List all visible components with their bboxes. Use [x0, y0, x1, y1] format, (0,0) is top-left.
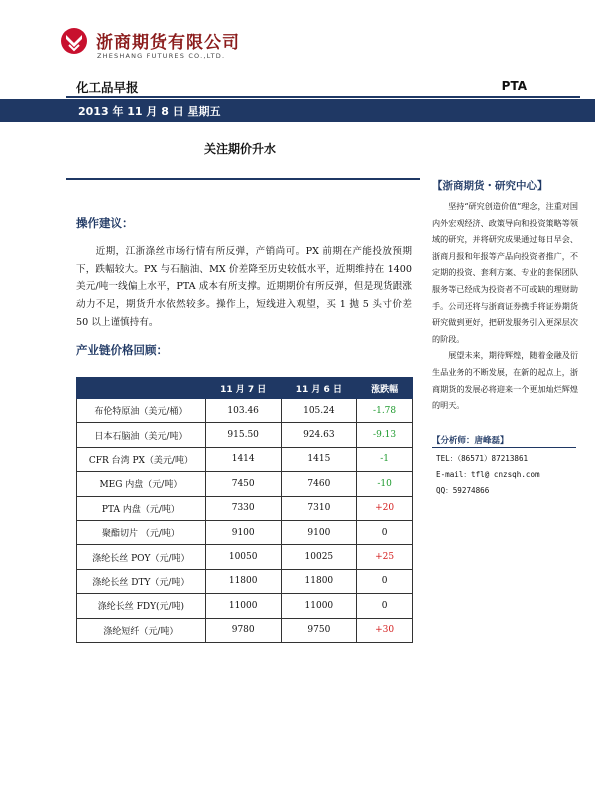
row-nov7-cell: 1414: [205, 447, 281, 471]
table-header-cell: [77, 378, 206, 399]
row-nov7-cell: 9100: [205, 520, 281, 544]
table-row: [77, 520, 413, 544]
row-change-cell: +25: [357, 545, 413, 569]
table-row: [77, 618, 413, 642]
row-name-cell: 涤纶长丝 DTY（元/吨）: [77, 569, 206, 593]
row-change-cell: -1.78: [357, 399, 413, 423]
row-change-cell: -10: [357, 472, 413, 496]
row-nov7-cell: 11000: [205, 594, 281, 618]
row-change-cell: 0: [357, 594, 413, 618]
report-type: 化工品早报: [76, 80, 139, 95]
sidebar-paragraph: 坚持“研究创造价值”理念，注重对国内外宏观经济、政策导向和投资策略等领域的研究，并将研究成果通过每日早会、浙商月报和年报等产品向投资者推广，不定期的投资、套利方案、专业的套保团队服务等已经成为投资者不可或缺的理财助手。公司还将与浙商证券携手将证券期货研究做到更好，把研发服务引入更深层次的阶段。: [432, 201, 578, 344]
row-nov6-cell: 105.24: [281, 399, 357, 423]
row-change-cell: -9.13: [357, 423, 413, 447]
row-nov6-cell: 11800: [281, 569, 357, 593]
row-nov7-cell: 7450: [205, 472, 281, 496]
row-nov6-cell: 1415: [281, 447, 357, 471]
row-change-cell: 0: [357, 520, 413, 544]
report-headline: 关注期价升水: [203, 142, 276, 156]
row-nov7-cell: 10050: [205, 545, 281, 569]
table-row: [77, 594, 413, 618]
row-change-cell: 0: [357, 569, 413, 593]
sidebar-body: [432, 198, 578, 414]
table-row: [77, 423, 413, 447]
row-nov6-cell: 10025: [281, 545, 357, 569]
analyst-tel: TEL：（86571）87213861: [436, 454, 529, 463]
row-name-cell: PTA 内盘（元/吨）: [77, 496, 206, 520]
company-name-en: ZHESHANG FUTURES CO.,LTD.: [97, 52, 226, 60]
row-name-cell: MEG 内盘（元/吨）: [77, 472, 206, 496]
company-name: 浙商期货有限公司: [96, 33, 240, 53]
row-name-cell: 聚酯切片 （元/吨）: [77, 520, 206, 544]
operation-text: 近期，江浙涤丝市场行情有所反弹，产销尚可。PX 前期在产能投放预期下，跌幅较大。PX 与石脑油、MX 价差降至历史较低水平，近期维持在 1400 美元/吨一线偏上水平，PTA 成本有所支撑。近期期价有所反弹，但是现货跟涨动力不足，期货升水依然较多。操作上，短线进入观望，买 1 抛 5 头寸价差 50 以上谨慎持有。: [76, 246, 412, 328]
analyst-divider: [432, 447, 576, 448]
row-nov6-cell: 7460: [281, 472, 357, 496]
price-table: [76, 377, 413, 643]
row-name-cell: 布伦特原油（美元/桶）: [77, 399, 206, 423]
analyst-qq: QQ：59274866: [436, 486, 490, 495]
row-change-cell: -1: [357, 447, 413, 471]
table-row: [77, 447, 413, 471]
row-nov7-cell: 103.46: [205, 399, 281, 423]
operation-body: [76, 243, 412, 332]
row-nov6-cell: 9750: [281, 618, 357, 642]
row-name-cell: CFR 台湾 PX（美元/吨）: [77, 447, 206, 471]
row-name-cell: 涤纶长丝 POY（元/吨）: [77, 545, 206, 569]
table-header-cell: 11 月 6 日: [281, 378, 357, 399]
table-row: [77, 496, 413, 520]
sidebar-title: 【浙商期货・研究中心】: [432, 180, 548, 192]
table-header-cell: 11 月 7 日: [205, 378, 281, 399]
row-change-cell: +20: [357, 496, 413, 520]
table-header-row: [77, 378, 413, 399]
section-divider: [66, 178, 420, 180]
operation-title: 操作建议：: [76, 216, 134, 230]
table-row: [77, 545, 413, 569]
row-nov7-cell: 9780: [205, 618, 281, 642]
report-date: 2013 年 11 月 8 日 星期五: [78, 105, 221, 118]
row-name-cell: 日本石脑油（美元/吨）: [77, 423, 206, 447]
table-row: [77, 472, 413, 496]
chain-title: 产业链价格回顾：: [76, 343, 168, 357]
sidebar-paragraph: 展望未来，期待辉煌，随着金融及衍生品业务的不断发展，在新的起点上，浙商期货的发展必将迎来一个更加灿烂辉煌的明天。: [432, 350, 578, 411]
table-header-cell: 涨跌幅: [357, 378, 413, 399]
report-code: PTA: [501, 79, 527, 93]
analyst-email[interactable]: E-mail：tfl@ cnzsqh.com: [436, 470, 540, 479]
table-row: [77, 399, 413, 423]
table-row: [77, 569, 413, 593]
row-name-cell: 涤纶短纤（元/吨）: [77, 618, 206, 642]
row-nov7-cell: 7330: [205, 496, 281, 520]
row-change-cell: +30: [357, 618, 413, 642]
row-nov6-cell: 7310: [281, 496, 357, 520]
analyst-name: 【分析师：唐峰磊】: [432, 436, 509, 446]
row-name-cell: 涤纶长丝 FDY(元/吨): [77, 594, 206, 618]
row-nov6-cell: 11000: [281, 594, 357, 618]
row-nov6-cell: 924.63: [281, 423, 357, 447]
row-nov7-cell: 915.50: [205, 423, 281, 447]
row-nov6-cell: 9100: [281, 520, 357, 544]
row-nov7-cell: 11800: [205, 569, 281, 593]
company-logo-icon: [60, 27, 88, 55]
